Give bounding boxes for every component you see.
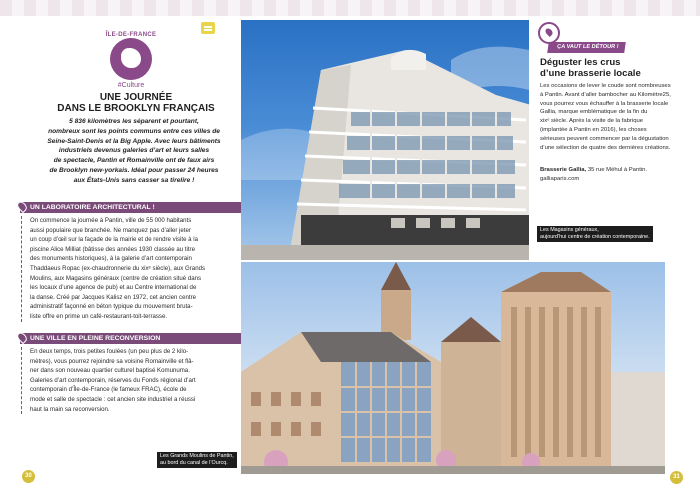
decorative-top-border bbox=[0, 0, 700, 16]
caption-line: aujourd’hui centre de création contemporaine. bbox=[540, 234, 650, 241]
body-line: piscine Alice Milliat (bâtisse des années 1930 classée au titre bbox=[30, 245, 195, 253]
title-line-2: DANS LE BROOKLYN FRANÇAIS bbox=[57, 103, 215, 114]
section-heading-text: UN LABORATOIRE ARCHITECTURAL ! bbox=[30, 204, 155, 211]
body-line: un coup d’œil sur la façade de la mairie et de rendre visite à la bbox=[30, 236, 199, 244]
body-line: (implantée à Pantin en 2016), les choses bbox=[540, 126, 647, 133]
body-line: Les occasions de lever le coude sont nombreuses bbox=[540, 83, 671, 89]
speech-bubble-icon bbox=[201, 22, 215, 34]
body-line: vous pourrez vous échauffer à la brasserie locale bbox=[540, 100, 669, 107]
caption-magasins-generaux bbox=[537, 226, 653, 242]
detour-title-line: Déguster les crus bbox=[540, 57, 621, 68]
section-body bbox=[20, 347, 242, 414]
body-line: liste offre en prime un café-restaurant-toit-terrasse. bbox=[30, 312, 168, 320]
article-intro bbox=[24, 117, 244, 186]
map-pin-icon bbox=[15, 200, 28, 213]
body-line: xixᵉ siècle. Après la visite de la fabrique bbox=[540, 118, 644, 125]
body-line: aussi populaire que branchée. Ne manquez pas d’aller jeter bbox=[30, 226, 191, 234]
section-heading-text: UNE VILLE EN PLEINE RECONVERSION bbox=[30, 335, 161, 342]
body-line: ner dans son nouveau quartier culturel baptisé Komunuma. bbox=[30, 367, 190, 375]
intro-line: 5 836 kilomètres les séparent et pourtant, bbox=[69, 118, 199, 125]
body-line: les locaux d’une agence de pub) et au Centre international de bbox=[30, 284, 197, 292]
building-illustration bbox=[241, 20, 529, 260]
intro-line: de Brooklyn new-yorkais. Idéal pour passer 24 heures bbox=[49, 166, 219, 174]
body-line: mode et salle de spectacle : cet ancien site industriel a réussi bbox=[30, 395, 196, 403]
body-line: sérieuses peuvent commencer par la dégustation bbox=[540, 135, 669, 142]
body-line: mètres), vous pourrez rejoindre sa voisine Romainville et flâ- bbox=[30, 357, 194, 365]
map-pin-icon bbox=[538, 22, 560, 44]
ile-de-france-map-icon bbox=[121, 48, 141, 68]
body-line: Galeries d’art contemporain, réserves du Fonds régional d’art bbox=[30, 376, 196, 384]
body-line: d’une sélection de quatre des dernières créations. bbox=[540, 144, 671, 151]
section-heading bbox=[20, 333, 242, 344]
photo-magasins-generaux bbox=[241, 20, 529, 260]
body-line: Moulins, aux Magasins généraux (centre de création situé dans bbox=[30, 274, 202, 282]
body-line: administratif façonné en béton typique du mouvement bruta- bbox=[30, 303, 193, 311]
caption-grands-moulins bbox=[157, 452, 237, 468]
body-line: En deux temps, trois petites foulées (un peu plus de 2 kilo- bbox=[30, 348, 189, 355]
body-line: Thaddaeus Ropac (ex-chaudronnerie du xixᵉ siècle), aux Grands bbox=[30, 264, 206, 272]
title-line-1: UNE JOURNÉE bbox=[99, 92, 173, 103]
detour-address bbox=[540, 166, 680, 184]
page-number-left: 30 bbox=[22, 470, 35, 483]
intro-line: nombreux sont les points communs entre ces villes de bbox=[48, 127, 220, 135]
article-title bbox=[10, 92, 262, 114]
body-line: des monuments historiques), à la galerie d’art contemporain bbox=[30, 255, 192, 263]
detour-title bbox=[540, 57, 680, 79]
left-page bbox=[0, 16, 240, 494]
body-line: à Pantin. Avant d’aller bambocher au Kilomètre25, bbox=[540, 91, 671, 98]
brewery-address: 35 rue Méhul à Pantin. bbox=[586, 167, 648, 173]
grands-moulins-illustration bbox=[241, 262, 665, 474]
intro-line: industriels devenus galeries d’art et leurs salles bbox=[58, 147, 210, 155]
intro-line: de spectacle, Pantin et Romainville ont de faux airs bbox=[53, 157, 215, 165]
detour-title-line: d’une brasserie locale bbox=[540, 68, 641, 79]
body-line: la danse. Créé par Jacques Kalisz en 1972, cet ancien centre bbox=[30, 293, 196, 301]
body-line: haut la main sa reconversion. bbox=[30, 405, 110, 413]
caption-line: au bord du canal de l’Ourcq. bbox=[160, 460, 228, 467]
caption-line: Les Magasins généraux, bbox=[540, 227, 599, 233]
detour-badge: ÇA VAUT LE DÉTOUR ! bbox=[547, 42, 626, 53]
region-label: ÎLE-DE-FRANCE bbox=[105, 32, 157, 38]
photo-grands-moulins bbox=[241, 262, 665, 474]
section-heading bbox=[20, 202, 242, 213]
map-pin-icon bbox=[15, 331, 28, 344]
brewery-url[interactable]: galliaparis.com bbox=[540, 175, 580, 182]
detour-box bbox=[538, 22, 678, 222]
body-line: On commence la journée à Pantin, ville de 55 000 habitants bbox=[30, 217, 192, 224]
category-tag: #Culture bbox=[117, 82, 145, 89]
brewery-name: Brasserie Gallia, bbox=[540, 167, 587, 173]
body-line: contemporain d’Île-de-France (le fameux FRAC), école de bbox=[30, 386, 187, 394]
intro-line: Seine-Saint-Denis et la Big Apple. Avec leurs bâtiments bbox=[47, 137, 221, 145]
detour-body bbox=[540, 82, 680, 152]
section-laboratoire bbox=[20, 202, 242, 322]
section-body bbox=[20, 216, 242, 322]
intro-line: aux États-Unis sans casser sa tirelire ! bbox=[73, 176, 195, 184]
section-reconversion bbox=[20, 333, 242, 414]
body-line: Gallia, marque emblématique de la fin du bbox=[540, 109, 648, 116]
page-number-right: 31 bbox=[670, 471, 683, 484]
caption-line: Les Grands Moulins de Pantin, bbox=[160, 453, 234, 459]
